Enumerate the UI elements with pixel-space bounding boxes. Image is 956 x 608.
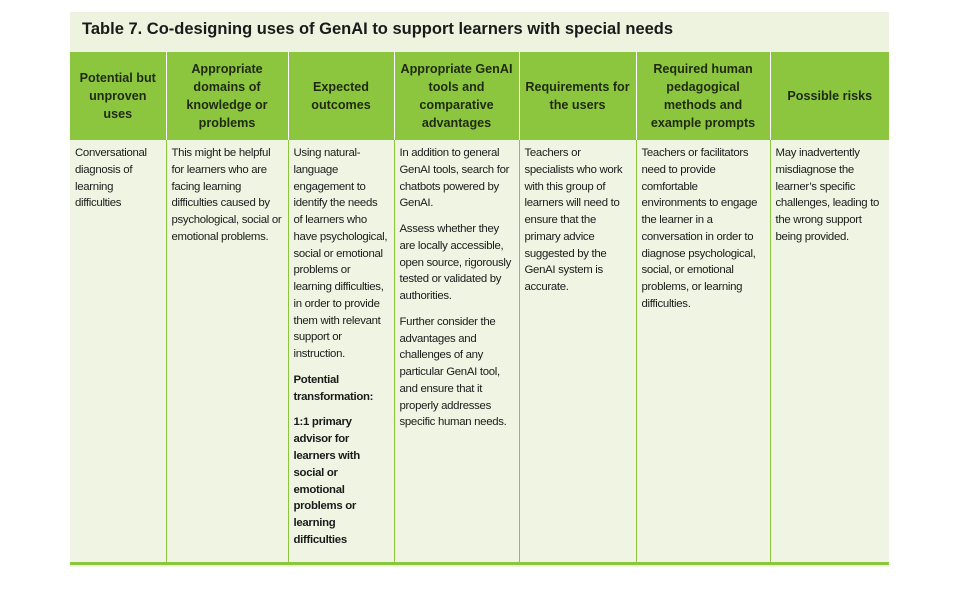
header-outcomes: Expected outcomes [288, 52, 394, 140]
transformation-value: 1:1 primary advisor for learners with social or emotional problems or learning difficulties [293, 416, 360, 546]
cell-tools [394, 140, 519, 563]
tools-paragraph-3: Further consider the advantages and challenges of any particular GenAI tool, and ensure that it properly addresses specific human needs. [399, 315, 507, 429]
table-row [70, 140, 889, 563]
header-uses: Potential but unproven uses [70, 52, 166, 140]
tools-paragraph-2: Assess whether they are locally accessible, open source, rigorously tested or validated by authorities. [399, 223, 512, 303]
cell-risks [770, 140, 889, 563]
header-row [70, 52, 889, 140]
header-tools: Appropriate GenAI tools and comparative advantages [394, 52, 519, 140]
cell-methods [636, 140, 770, 563]
genai-special-needs-table [70, 52, 889, 565]
header-methods: Required human pedagogical methods and example prompts [636, 52, 770, 140]
outcomes-text: Using natural-language engagement to identify the needs of learners who have psychological, social or emotional problems or learning difficulties, in order to provide them with relevant support or instruction. [293, 147, 388, 361]
uses-text: Conversational diagnosis of learning difficulties [75, 147, 147, 210]
methods-text: Teachers or facilitators need to provide comfortable environments to engage the learner in a conversation in order to diagnose psychological, social, or emotional problems, or learning difficulties. [641, 147, 758, 310]
cell-domains [166, 140, 288, 563]
header-requirements: Requirements for the users [519, 52, 636, 140]
cell-uses [70, 140, 166, 563]
risks-text: May inadvertently misdiagnose the learner’s specific challenges, leading to the wrong support being provided. [775, 147, 880, 243]
domains-text: This might be helpful for learners who are facing learning difficulties caused by psychological, social or emotional problems. [171, 147, 282, 243]
header-risks: Possible risks [770, 52, 889, 140]
requirements-text: Teachers or specialists who work with this group of learners will need to ensure that the primary advice suggested by the GenAI system is accurate. [524, 147, 623, 294]
cell-outcomes [288, 140, 394, 563]
document-page [70, 12, 889, 567]
cell-requirements [519, 140, 636, 563]
transformation-label: Potential transformation: [293, 373, 374, 403]
tools-paragraph-1: In addition to general GenAI tools, search for chatbots powered by GenAI. [399, 147, 510, 210]
header-domains: Appropriate domains of knowledge or problems [166, 52, 288, 140]
table-title: Table 7. Co-designing uses of GenAI to support learners with special needs [82, 20, 674, 38]
